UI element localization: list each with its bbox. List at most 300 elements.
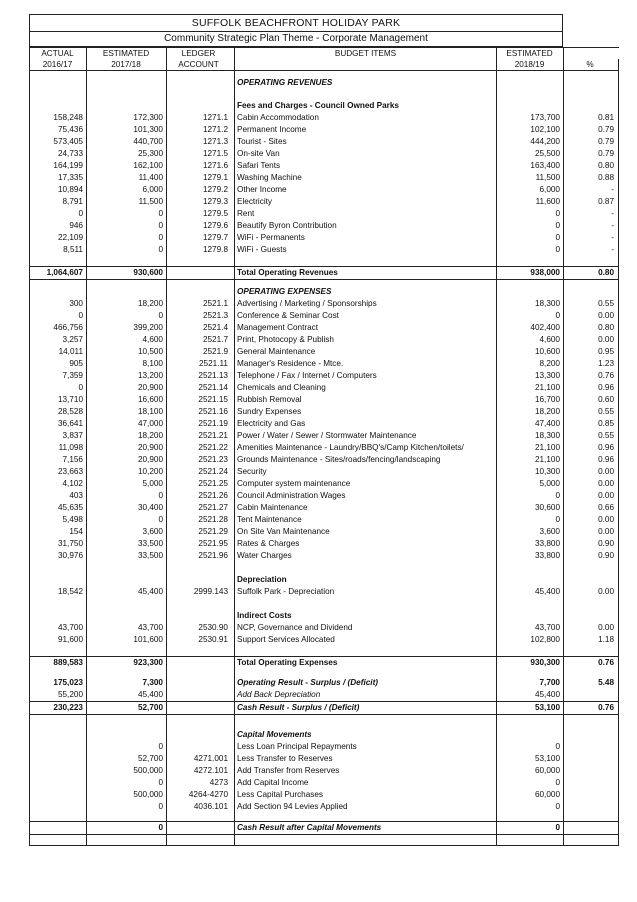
percent-cell [564,77,619,89]
estimated-2018-cell: 53,100 [497,753,564,765]
actual-cell: 7,359 [30,370,87,382]
percent-cell: 0.90 [564,550,619,562]
estimated-2018-cell [497,286,564,298]
ledger-cell: 2521.95 [167,538,235,550]
budget-item-cell: Fees and Charges - Council Owned Parks [235,100,497,112]
ledger-cell [167,574,235,586]
estimated-2017-cell: 30,400 [87,502,167,514]
table-row [30,310,619,322]
percent-cell [564,822,619,835]
total-row [30,657,619,670]
ledger-cell: 2521.4 [167,322,235,334]
budget-item-cell: Add Transfer from Reserves [235,765,497,777]
estimated-2018-cell: 30,600 [497,502,564,514]
percent-cell [564,89,619,100]
ledger-cell: 4264-4270 [167,789,235,801]
estimated-2017-cell: 7,300 [87,677,167,689]
estimated-2017-cell: 20,900 [87,454,167,466]
table-row [30,148,619,160]
table-row [30,382,619,394]
budget-item-cell: Cabin Accommodation [235,112,497,124]
estimated-2017-cell: 10,200 [87,466,167,478]
table-row [30,244,619,256]
page-title: SUFFOLK BEACHFRONT HOLIDAY PARK [29,14,563,32]
percent-cell: 0.95 [564,346,619,358]
budget-item-cell: Operating Result - Surplus / (Deficit) [235,677,497,689]
budget-item-cell: Electricity and Gas [235,418,497,430]
percent-cell: 0.79 [564,124,619,136]
actual-cell: 43,700 [30,622,87,634]
table-row [30,124,619,136]
actual-cell [30,801,87,813]
addback-row [30,689,619,702]
estimated-2017-cell: 45,400 [87,586,167,598]
spacer-row [30,89,619,100]
estimated-2018-cell: 8,200 [497,358,564,370]
ledger-cell: LEDGER [167,48,235,60]
estimated-2018-cell: 16,700 [497,394,564,406]
estimated-2018-cell [497,646,564,657]
ledger-cell [167,822,235,835]
estimated-2018-cell: 11,600 [497,196,564,208]
ledger-cell [167,267,235,280]
ledger-cell: 2521.15 [167,394,235,406]
table-row [30,622,619,634]
percent-cell [564,256,619,267]
table-row [30,586,619,598]
table-row [30,526,619,538]
table-row [30,418,619,430]
ledger-cell: 2521.26 [167,490,235,502]
estimated-2017-cell: 18,100 [87,406,167,418]
budget-item-cell: Other Income [235,184,497,196]
ledger-cell: 1279.6 [167,220,235,232]
percent-cell: 0.66 [564,502,619,514]
ledger-cell [167,677,235,689]
estimated-2017-cell: 0 [87,801,167,813]
percent-cell: - [564,220,619,232]
actual-cell [30,598,87,610]
percent-cell [564,801,619,813]
estimated-2017-cell: 8,100 [87,358,167,370]
actual-cell: 24,733 [30,148,87,160]
percent-cell [564,729,619,741]
budget-item-cell [235,669,497,677]
estimated-2017-cell: 3,600 [87,526,167,538]
percent-cell: 0.80 [564,322,619,334]
budget-table [29,47,619,846]
actual-cell [30,729,87,741]
estimated-2018-cell: 444,200 [497,136,564,148]
estimated-2017-cell: 4,600 [87,334,167,346]
budget-item-cell: Rent [235,208,497,220]
budget-item-cell: Less Loan Principal Repayments [235,741,497,753]
ledger-cell: 1279.3 [167,196,235,208]
estimated-2018-cell: 0 [497,777,564,789]
estimated-2018-cell: 21,100 [497,454,564,466]
spacer-row [30,835,619,846]
estimated-2017-cell [87,77,167,89]
budget-item-cell: Council Administration Wages [235,490,497,502]
ledger-cell: 1279.5 [167,208,235,220]
actual-cell [30,741,87,753]
estimated-2018-cell: 0 [497,220,564,232]
estimated-2017-cell: 0 [87,490,167,502]
percent-cell [564,813,619,822]
budget-item-cell: Grounds Maintenance - Sites/roads/fencing/landscaping [235,454,497,466]
ledger-cell: 2521.96 [167,550,235,562]
budget-item-cell [235,598,497,610]
actual-cell [30,574,87,586]
budget-item-cell: Indirect Costs [235,610,497,622]
percent-cell: 0.96 [564,454,619,466]
estimated-2018-cell: 47,400 [497,418,564,430]
percent-cell: 0.96 [564,382,619,394]
percent-cell: % [564,59,619,71]
estimated-2018-cell [497,835,564,846]
ledger-cell: 2521.1 [167,298,235,310]
estimated-2018-cell: ESTIMATED [497,48,564,60]
estimated-2017-cell: 52,700 [87,753,167,765]
percent-cell: 0.60 [564,394,619,406]
estimated-2018-cell [497,598,564,610]
percent-cell: 0.00 [564,514,619,526]
estimated-2017-cell: 101,300 [87,124,167,136]
capital-row [30,789,619,801]
actual-cell: 75,436 [30,124,87,136]
budget-item-cell: Manager's Residence - Mtce. [235,358,497,370]
estimated-2017-cell: 11,400 [87,172,167,184]
estimated-2017-cell [87,100,167,112]
cash-result-row [30,702,619,715]
percent-cell: 0.00 [564,466,619,478]
estimated-2018-cell: 25,500 [497,148,564,160]
estimated-2017-cell [87,89,167,100]
actual-cell [30,610,87,622]
ledger-cell: 2521.29 [167,526,235,538]
estimated-2018-cell [497,89,564,100]
estimated-2017-cell: 6,000 [87,184,167,196]
ledger-cell: 2521.21 [167,430,235,442]
estimated-2018-cell: 0 [497,822,564,835]
estimated-2017-cell: 923,300 [87,657,167,670]
percent-cell: 1.18 [564,634,619,646]
table-row [30,322,619,334]
estimated-2017-cell: 0 [87,310,167,322]
percent-cell [564,610,619,622]
estimated-2017-cell: 5,000 [87,478,167,490]
estimated-2018-cell: 4,600 [497,334,564,346]
percent-cell: 5.48 [564,677,619,689]
budget-item-cell: Tent Maintenance [235,514,497,526]
spacer-row [30,256,619,267]
percent-cell: 0.00 [564,478,619,490]
ledger-cell: 4273 [167,777,235,789]
actual-cell [30,777,87,789]
estimated-2017-cell [87,286,167,298]
estimated-2017-cell: 18,200 [87,298,167,310]
estimated-2018-cell: 21,100 [497,442,564,454]
table-row [30,478,619,490]
percent-cell: 0.00 [564,490,619,502]
estimated-2018-cell: 402,400 [497,322,564,334]
estimated-2018-cell: 13,300 [497,370,564,382]
actual-cell: 889,583 [30,657,87,670]
table-row [30,394,619,406]
actual-cell: 175,023 [30,677,87,689]
estimated-2018-cell: 18,300 [497,298,564,310]
section-heading-row [30,729,619,741]
budget-item-cell: Add Section 94 Levies Applied [235,801,497,813]
actual-cell: 946 [30,220,87,232]
estimated-2018-cell [497,574,564,586]
estimated-2017-cell: 52,700 [87,702,167,715]
budget-item-cell: Electricity [235,196,497,208]
estimated-2018-cell: 3,600 [497,526,564,538]
estimated-2018-cell [497,729,564,741]
percent-cell [564,48,619,60]
ledger-cell: 2521.7 [167,334,235,346]
actual-cell: 3,837 [30,430,87,442]
percent-cell [564,765,619,777]
actual-cell: 8,511 [30,244,87,256]
budget-item-cell: Chemicals and Cleaning [235,382,497,394]
estimated-2018-cell: 60,000 [497,765,564,777]
column-header-row [30,48,619,60]
percent-cell: 0.55 [564,298,619,310]
actual-cell: 573,405 [30,136,87,148]
ledger-cell [167,813,235,822]
estimated-2017-cell: 0 [87,244,167,256]
estimated-2017-cell: 101,600 [87,634,167,646]
estimated-2017-cell: 399,200 [87,322,167,334]
estimated-2017-cell: 45,400 [87,689,167,702]
ledger-cell [167,256,235,267]
actual-cell [30,669,87,677]
percent-cell: 0.55 [564,430,619,442]
capital-result-row [30,822,619,835]
estimated-2017-cell: 500,000 [87,765,167,777]
budget-item-cell: Beautify Byron Contribution [235,220,497,232]
budget-item-cell: Advertising / Marketing / Sponsorships [235,298,497,310]
budget-item-cell: Rubbish Removal [235,394,497,406]
actual-cell: 8,791 [30,196,87,208]
estimated-2017-cell: 33,500 [87,550,167,562]
budget-item-cell: Cabin Maintenance [235,502,497,514]
estimated-2018-cell [497,77,564,89]
ledger-cell [167,286,235,298]
actual-cell: 13,710 [30,394,87,406]
budget-item-cell: Safari Tents [235,160,497,172]
percent-cell: 0.90 [564,538,619,550]
budget-item-cell: Capital Movements [235,729,497,741]
estimated-2017-cell [87,669,167,677]
budget-item-cell: General Maintenance [235,346,497,358]
budget-item-cell: OPERATING REVENUES [235,77,497,89]
budget-item-cell: Less Transfer to Reserves [235,753,497,765]
estimated-2017-cell: 172,300 [87,112,167,124]
estimated-2018-cell: 33,800 [497,538,564,550]
actual-cell: 31,750 [30,538,87,550]
percent-cell [564,741,619,753]
estimated-2017-cell [87,715,167,730]
actual-cell: 45,635 [30,502,87,514]
capital-row [30,765,619,777]
actual-cell [30,89,87,100]
table-row [30,442,619,454]
estimated-2018-cell: 0 [497,244,564,256]
table-row [30,634,619,646]
section-heading-row [30,77,619,89]
total-row [30,267,619,280]
estimated-2017-cell [87,835,167,846]
estimated-2017-cell [87,813,167,822]
budget-item-cell: Power / Water / Sewer / Stormwater Maintenance [235,430,497,442]
estimated-2018-cell [497,256,564,267]
ledger-cell: 2521.22 [167,442,235,454]
percent-cell [564,835,619,846]
section-heading-row [30,286,619,298]
actual-cell [30,562,87,574]
percent-cell [564,562,619,574]
budget-item-cell [235,835,497,846]
actual-cell: 18,542 [30,586,87,598]
estimated-2018-cell: 102,800 [497,634,564,646]
ledger-cell: 1271.1 [167,112,235,124]
estimated-2017-cell: 162,100 [87,160,167,172]
budget-item-cell: Management Contract [235,322,497,334]
actual-cell: 1,064,607 [30,267,87,280]
estimated-2018-cell: 173,700 [497,112,564,124]
actual-cell: 0 [30,382,87,394]
ledger-cell: 2521.3 [167,310,235,322]
estimated-2017-cell: 20,900 [87,382,167,394]
actual-cell: 5,498 [30,514,87,526]
actual-cell: 158,248 [30,112,87,124]
estimated-2017-cell [87,646,167,657]
percent-cell: 0.76 [564,702,619,715]
ledger-cell [167,835,235,846]
spacer-row [30,669,619,677]
table-row [30,514,619,526]
budget-item-cell: WiFi - Permanents [235,232,497,244]
actual-cell [30,753,87,765]
estimated-2017-cell [87,598,167,610]
estimated-2018-cell: 102,100 [497,124,564,136]
percent-cell: 0.96 [564,442,619,454]
actual-cell: 91,600 [30,634,87,646]
estimated-2017-cell [87,562,167,574]
table-row [30,232,619,244]
percent-cell [564,100,619,112]
estimated-2018-cell: 60,000 [497,789,564,801]
estimated-2017-cell: 2017/18 [87,59,167,71]
estimated-2018-cell: 0 [497,490,564,502]
ledger-cell: 2521.23 [167,454,235,466]
budget-item-cell: Sundry Expenses [235,406,497,418]
ledger-cell [167,610,235,622]
estimated-2017-cell: 13,200 [87,370,167,382]
budget-item-cell [235,89,497,100]
table-row [30,502,619,514]
actual-cell [30,835,87,846]
ledger-cell: 1271.6 [167,160,235,172]
estimated-2018-cell: 0 [497,232,564,244]
estimated-2017-cell: 0 [87,777,167,789]
percent-cell [564,286,619,298]
estimated-2018-cell: 0 [497,514,564,526]
estimated-2018-cell: 0 [497,741,564,753]
actual-cell: 164,199 [30,160,87,172]
percent-cell: - [564,232,619,244]
capital-row [30,753,619,765]
actual-cell: 11,098 [30,442,87,454]
ledger-cell [167,715,235,730]
actual-cell [30,77,87,89]
percent-cell: 0.76 [564,370,619,382]
estimated-2017-cell: 930,600 [87,267,167,280]
budget-item-cell: Total Operating Expenses [235,657,497,670]
budget-item-cell: Add Capital Income [235,777,497,789]
budget-item-cell: Conference & Seminar Cost [235,310,497,322]
actual-cell [30,100,87,112]
table-row [30,208,619,220]
ledger-cell: 2521.19 [167,418,235,430]
percent-cell: 0.00 [564,310,619,322]
ledger-cell [167,669,235,677]
budget-item-cell: Permanent Income [235,124,497,136]
percent-cell: 0.00 [564,586,619,598]
percent-cell: 0.76 [564,657,619,670]
ledger-cell: 2521.13 [167,370,235,382]
actual-cell: 30,976 [30,550,87,562]
estimated-2018-cell: 53,100 [497,702,564,715]
estimated-2018-cell: 0 [497,801,564,813]
column-header-row [30,59,619,71]
actual-cell: 7,156 [30,454,87,466]
estimated-2018-cell [497,100,564,112]
estimated-2018-cell: 6,000 [497,184,564,196]
table-row [30,136,619,148]
estimated-2018-cell: 45,400 [497,586,564,598]
actual-cell: 154 [30,526,87,538]
budget-item-cell: Total Operating Revenues [235,267,497,280]
actual-cell: 3,257 [30,334,87,346]
ledger-cell: 1271.5 [167,148,235,160]
actual-cell: ACTUAL [30,48,87,60]
estimated-2018-cell: 33,800 [497,550,564,562]
ledger-cell [167,89,235,100]
estimated-2018-cell: 43,700 [497,622,564,634]
estimated-2018-cell [497,562,564,574]
estimated-2018-cell: 930,300 [497,657,564,670]
estimated-2017-cell: 47,000 [87,418,167,430]
estimated-2017-cell: 0 [87,208,167,220]
table-row [30,538,619,550]
ledger-cell [167,100,235,112]
ledger-cell: 2530.91 [167,634,235,646]
percent-cell [564,789,619,801]
percent-cell: 0.80 [564,267,619,280]
actual-cell [30,822,87,835]
group-heading-row [30,574,619,586]
estimated-2017-cell [87,574,167,586]
ledger-cell: 1271.2 [167,124,235,136]
capital-row [30,777,619,789]
estimated-2017-cell: 18,200 [87,430,167,442]
ledger-cell: 2521.28 [167,514,235,526]
ledger-cell: 1271.3 [167,136,235,148]
